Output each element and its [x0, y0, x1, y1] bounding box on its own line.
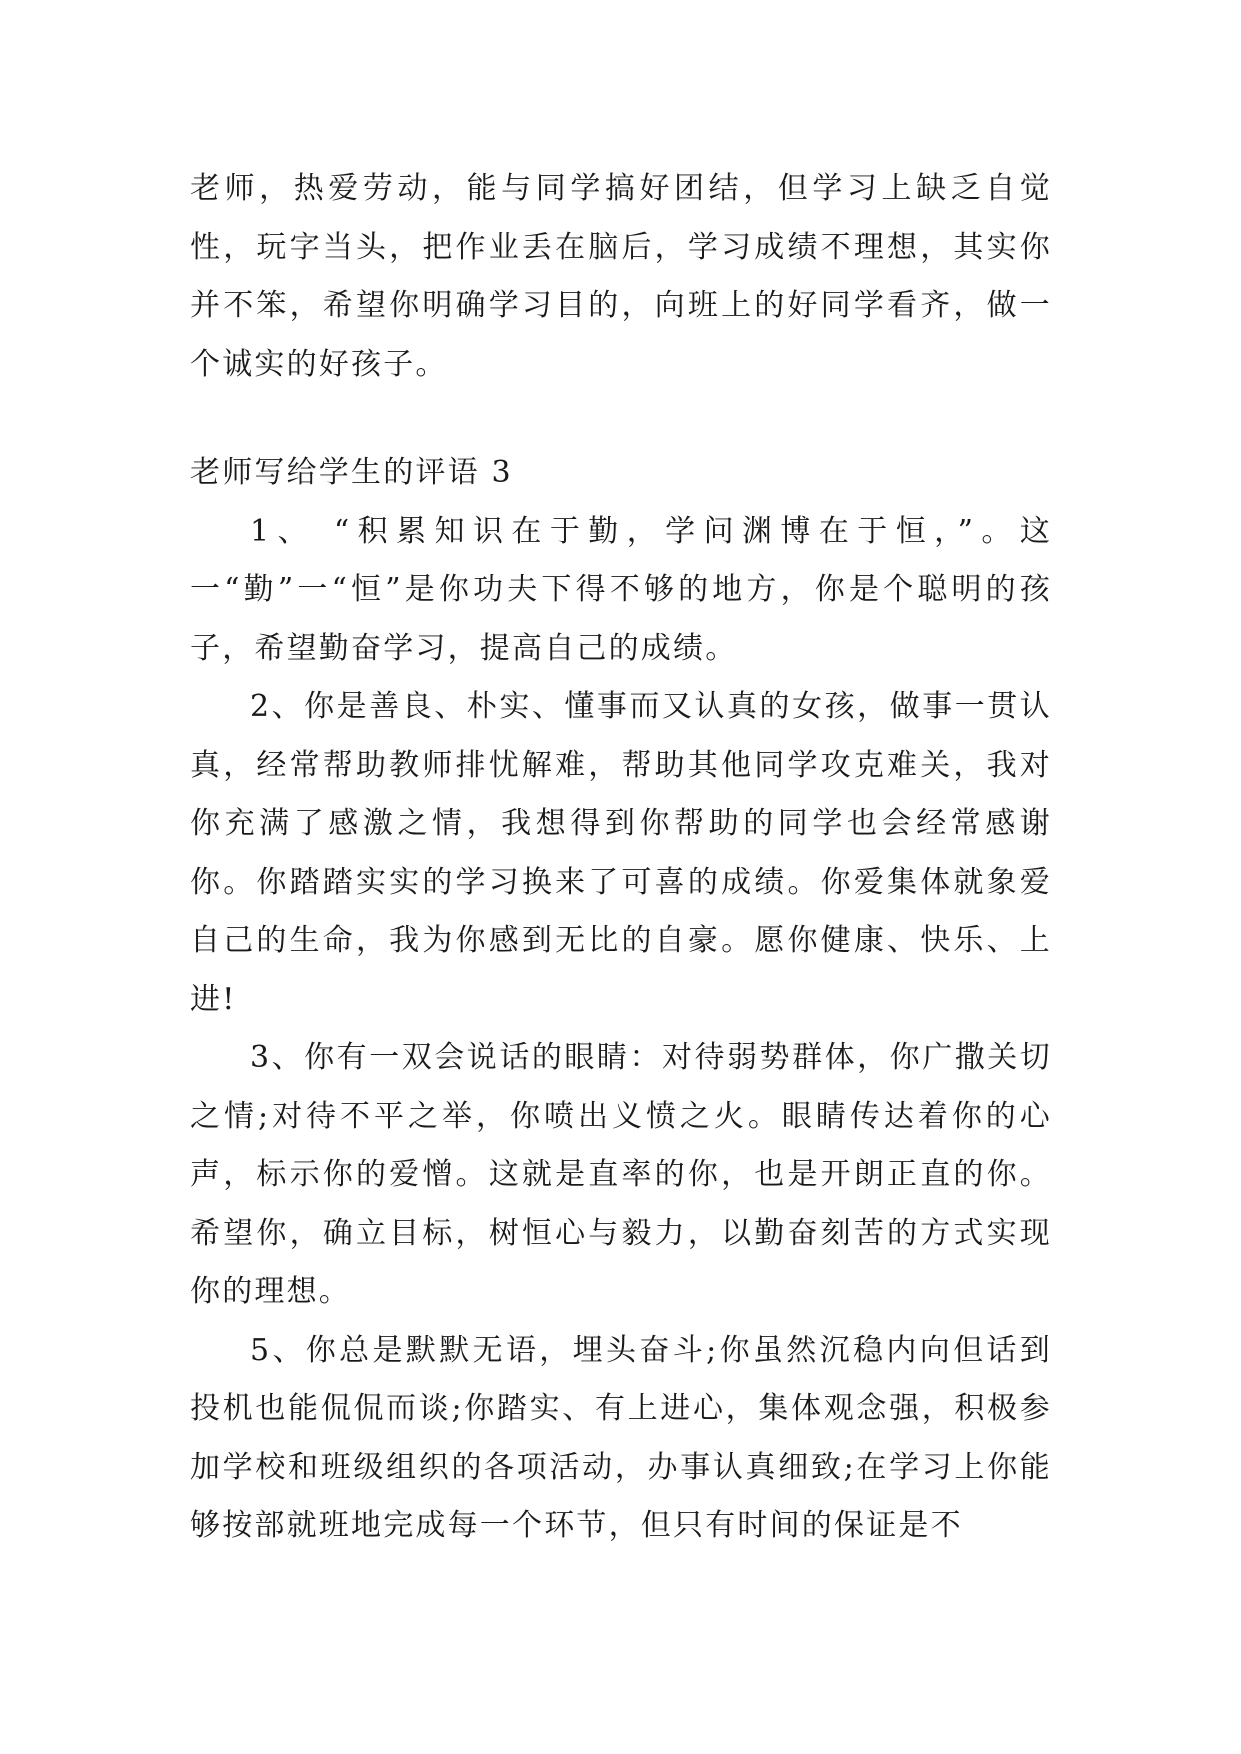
section-title: 老师写给学生的评语 3: [190, 455, 513, 490]
comment-item-5: 5、你总是默默无语，埋头奋斗;你虽然沉稳内向但话到投机也能侃侃而谈;你踏实、有上进心，集体观念强，积极参加学校和班级组织的各项活动，办事认真细致;在学习上你能够按部就班地完成每一个环节，但只有时间的保证是不: [190, 1332, 1052, 1543]
intro-paragraph: 老师，热爱劳动，能与同学搞好团结，但学习上缺乏自觉性，玩字当头，把作业丢在脑后，学习成绩不理想，其实你并不笨，希望你明确学习目的，向班上的好同学看齐，做一个诚实的好孩子。: [190, 171, 1052, 382]
comment-item-3: 3、你有一双会说话的眼睛：对待弱势群体，你广撒关切之情;对待不平之举，你喷出义愤之火。眼睛传达着你的心声，标示你的爱憎。这就是直率的你，也是开朗正直的你。希望你，确立目标，树恒心与毅力，以勤奋刻苦的方式实现你的理想。: [190, 1040, 1052, 1309]
document-body: [190, 160, 1052, 1556]
comment-item-2: 2、你是善良、朴实、懂事而又认真的女孩，做事一贯认真，经常帮助教师排忧解难，帮助其他同学攻克难关，我对你充满了感激之情，我想得到你帮助的同学也会经常感谢你。你踏踏实实的学习换来了可喜的成绩。你爱集体就象爱自己的生命，我为你感到无比的自豪。愿你健康、快乐、上进!: [190, 689, 1052, 1017]
comment-item-1: 1、 “积累知识在于勤，学问渊博在于恒，”。这一“勤”一“恒”是你功夫下得不够的地方，你是个聪明的孩子，希望勤奋学习，提高自己的成绩。: [190, 513, 1052, 666]
